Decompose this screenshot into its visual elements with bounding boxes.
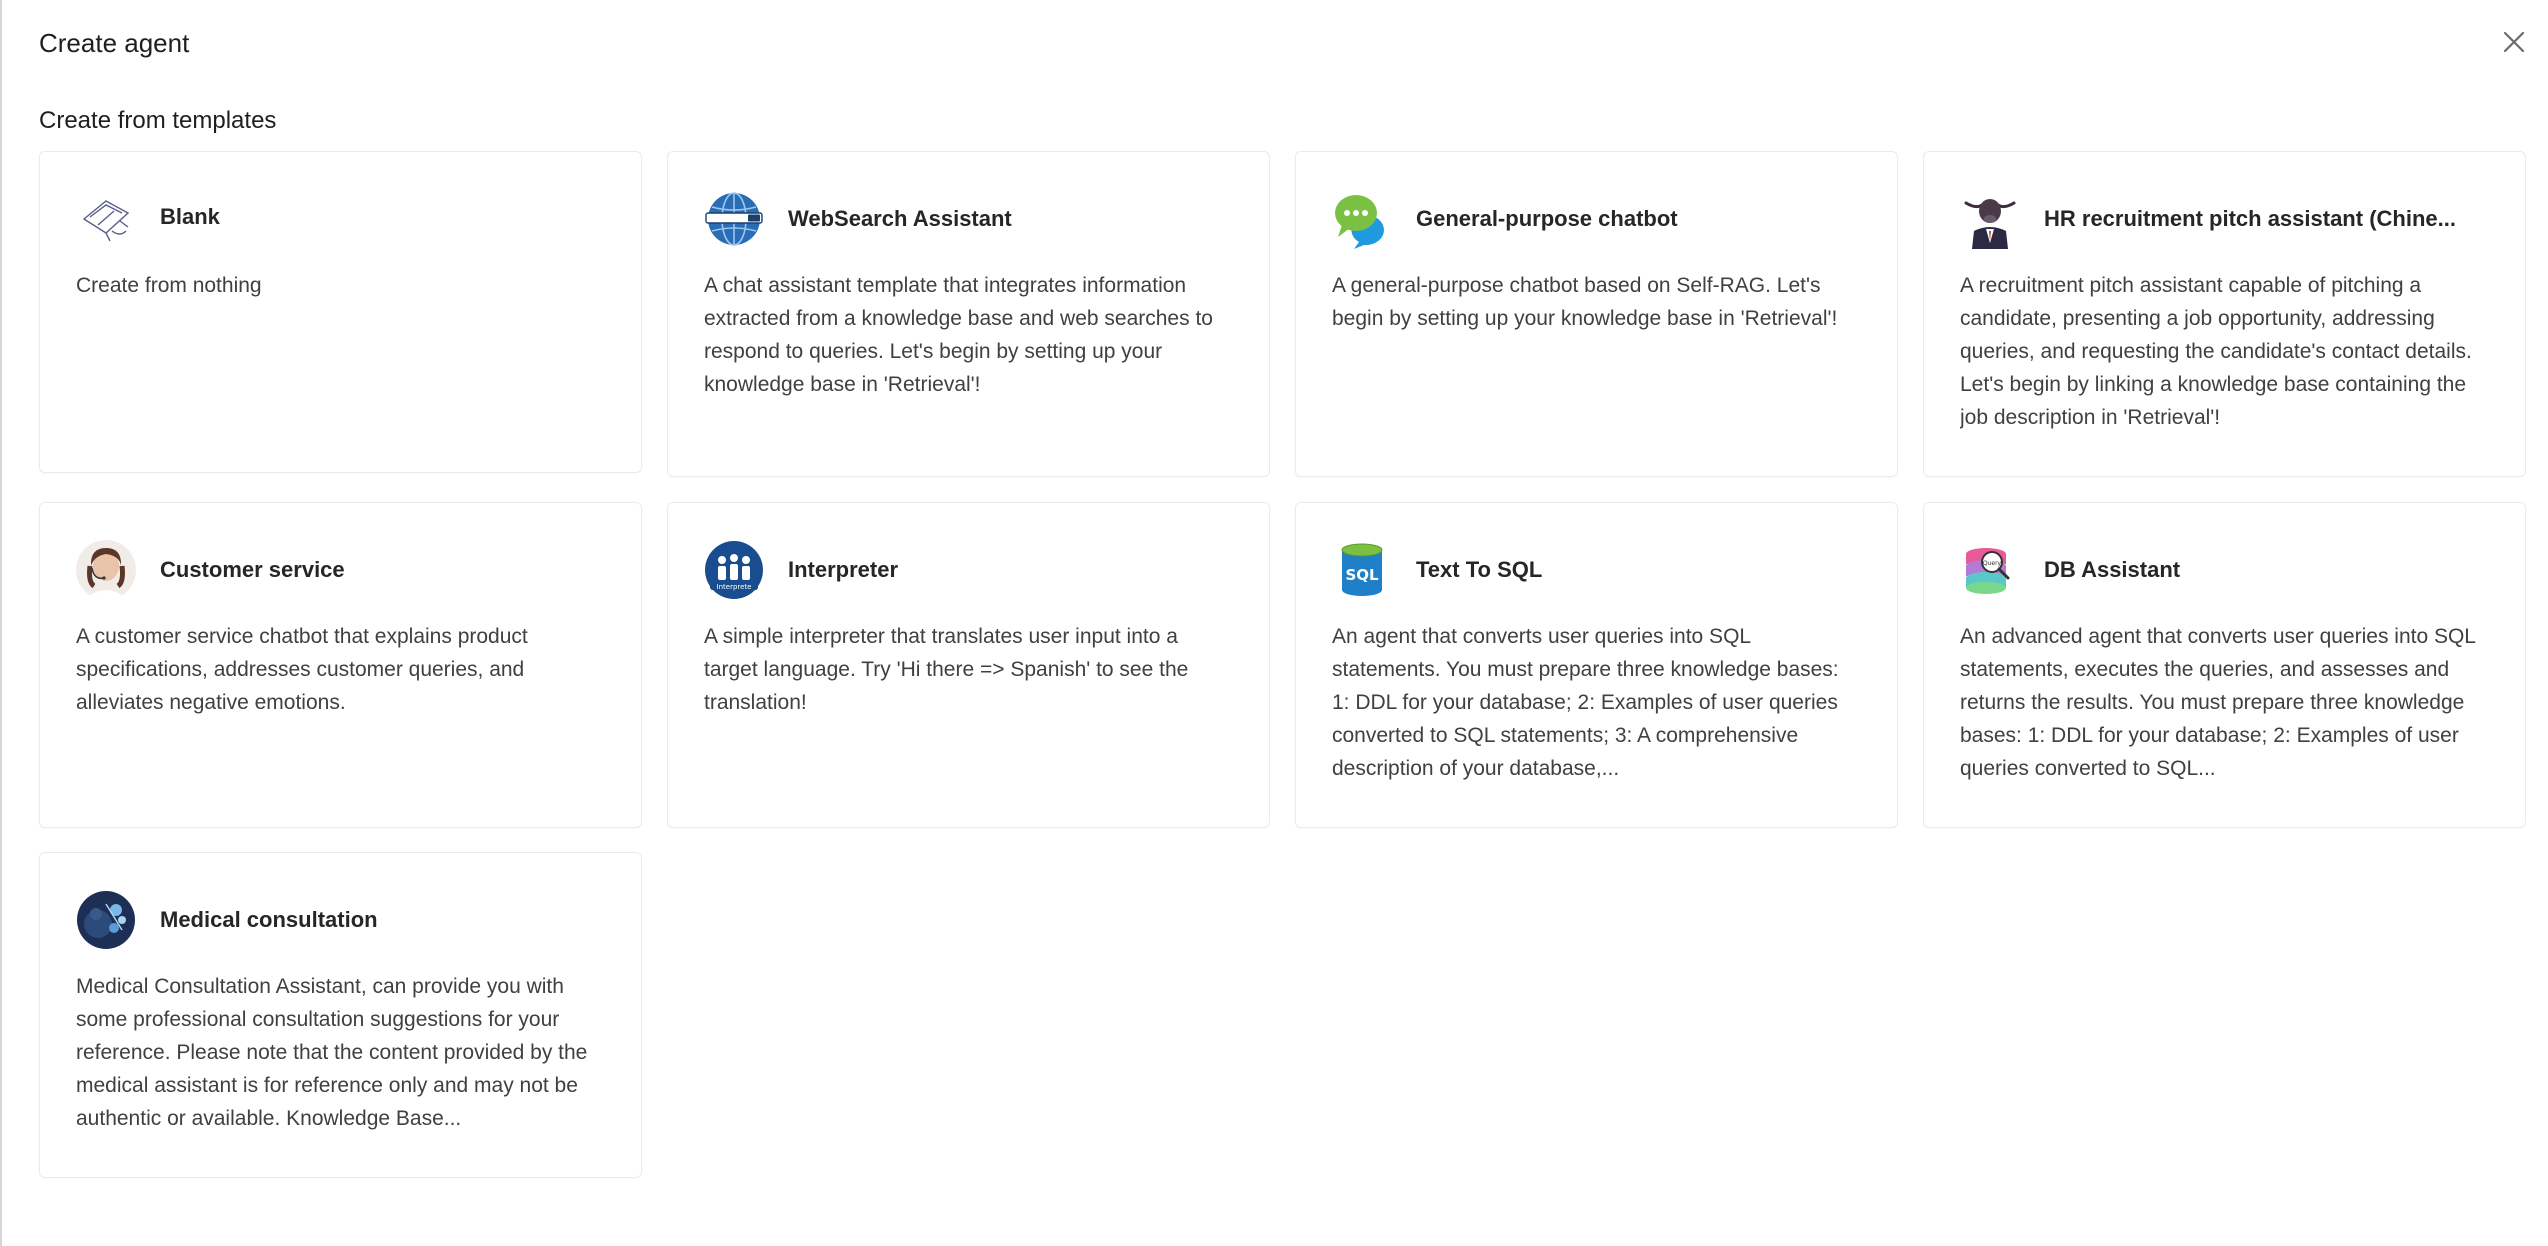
chat-bubbles-icon bbox=[1332, 189, 1392, 249]
template-title: Blank bbox=[160, 204, 220, 229]
svg-text:Interprete: Interprete bbox=[716, 583, 752, 591]
template-description: A simple interpreter that translates user input into a target language. Try 'Hi there => Spanish' to see the translation! bbox=[704, 625, 1189, 714]
template-card-db-assistant[interactable] bbox=[1923, 502, 2526, 828]
template-description: A recruitment pitch assistant capable of pitching a candidate, presenting a job opportunity, addressing queries, and requesting the candidate's contact details. Let's begin by linking a knowledge base containing the job description in 'Retrieval'! bbox=[1960, 274, 2472, 429]
blank-icon bbox=[76, 187, 136, 247]
template-card-customer-service[interactable] bbox=[39, 502, 642, 828]
template-description: Create from nothing bbox=[76, 274, 262, 297]
template-card-general-purpose-chatbot[interactable] bbox=[1295, 151, 1898, 477]
section-title: Create from templates bbox=[39, 107, 277, 134]
template-title: Text To SQL bbox=[1416, 557, 1543, 582]
template-title: HR recruitment pitch assistant (Chine... bbox=[2044, 206, 2456, 231]
sql-database-icon bbox=[1332, 540, 1392, 600]
template-title: DB Assistant bbox=[2044, 557, 2181, 582]
close-button[interactable] bbox=[2496, 24, 2532, 60]
template-description: An advanced agent that converts user queries into SQL statements, executes the queries, and assesses and returns the results. You must prepare three knowledge bases: 1: DDL for your database; 2: Examples of user queries converted to SQL... bbox=[1960, 625, 2476, 780]
template-description: An agent that converts user queries into SQL statements. You must prepare three knowledge bases: 1: DDL for your database; 2: Examples of user queries converted to SQL statements; 3: A comprehensive description of your database,... bbox=[1332, 625, 1839, 780]
svg-text:Query: Query bbox=[1982, 560, 2002, 567]
template-description: A chat assistant template that integrates information extracted from a knowledge base and web searches to respond to queries. Let's begin by setting up your knowledge base in 'Retrieval'! bbox=[704, 274, 1213, 396]
template-description: Medical Consultation Assistant, can provide you with some professional consultation suggestions for your reference. Please note that the content provided by the medical assistant is for reference only and may not be authentic or available. Knowledge Base... bbox=[76, 975, 588, 1130]
template-card-websearch-assistant[interactable] bbox=[667, 151, 1270, 477]
template-title: WebSearch Assistant bbox=[788, 206, 1012, 231]
headset-agent-icon bbox=[76, 540, 136, 600]
interpreter-icon bbox=[704, 540, 764, 600]
modal-title: Create agent bbox=[39, 28, 190, 58]
template-description: A customer service chatbot that explains product specifications, addresses customer queries, and alleviates negative emotions. bbox=[76, 625, 528, 714]
template-card-medical-consultation[interactable] bbox=[39, 852, 642, 1178]
close-icon bbox=[2496, 24, 2532, 60]
medical-icon bbox=[76, 890, 136, 950]
template-title: Customer service bbox=[160, 557, 345, 582]
template-card-blank[interactable] bbox=[39, 151, 642, 473]
template-title: Interpreter bbox=[788, 557, 899, 582]
template-card-text-to-sql[interactable] bbox=[1295, 502, 1898, 828]
bull-suit-icon bbox=[1960, 189, 2020, 249]
db-search-icon bbox=[1960, 540, 2020, 600]
template-description: A general-purpose chatbot based on Self-RAG. Let's begin by setting up your knowledge base in 'Retrieval'! bbox=[1332, 274, 1838, 330]
globe-icon bbox=[704, 189, 764, 249]
template-title: General-purpose chatbot bbox=[1416, 206, 1678, 231]
svg-text:SQL: SQL bbox=[1345, 566, 1379, 584]
template-card-interpreter[interactable] bbox=[667, 502, 1270, 828]
template-title: Medical consultation bbox=[160, 907, 378, 932]
template-card-hr-recruitment[interactable] bbox=[1923, 151, 2526, 477]
